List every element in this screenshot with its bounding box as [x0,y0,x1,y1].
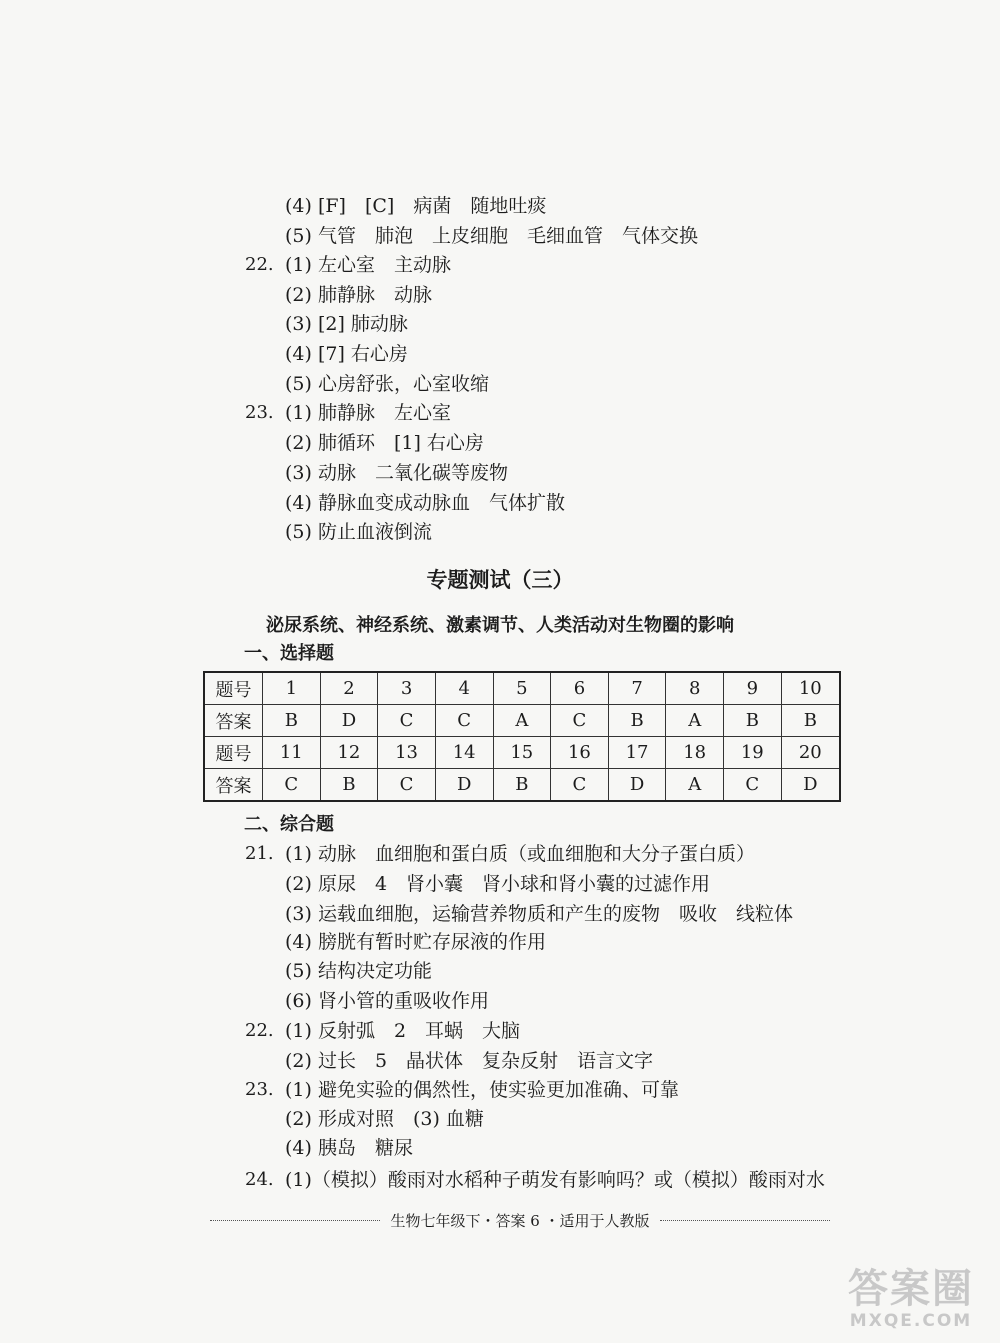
table-cell: B [781,705,840,737]
table-cell: 17 [608,737,666,769]
table-header-cell: 答案 [204,769,263,802]
table-cell: 14 [435,737,493,769]
question-number: 23. [245,402,274,423]
answer-line: (3) 动脉 二氧化碳等废物 [285,462,508,484]
answer-line: (1) 肺静脉 左心室 [285,402,451,424]
table-cell: C [551,769,609,802]
table-cell: B [320,769,378,802]
table-header-cell: 答案 [204,705,263,737]
table-cell: 6 [551,672,609,705]
section-label: 一、选择题 [244,643,334,664]
table-cell: B [724,705,782,737]
answer-line: (2) 肺循环 [1] 右心房 [285,432,484,454]
table-cell: 20 [781,737,840,769]
answer-line: (4) 胰岛 糖尿 [285,1137,413,1159]
question-number: 21. [245,843,274,864]
answer-line: (5) 防止血液倒流 [285,521,432,543]
table-cell: A [666,705,724,737]
table-cell: 12 [320,737,378,769]
footer-text: 生物七年级下・答案 6 ・适用于人教版 [390,1211,650,1230]
table-header-cell: 题号 [204,737,263,769]
answer-line: (5) 结构决定功能 [285,960,432,982]
table-cell: D [320,705,378,737]
answer-line: (5) 心房舒张，心室收缩 [285,373,489,395]
page-footer [200,1208,840,1232]
table-cell: 18 [666,737,724,769]
question-number: 22. [245,254,274,275]
table-cell: D [608,769,666,802]
table-cell: B [608,705,666,737]
table-cell: 16 [551,737,609,769]
section-subtitle: 泌尿系统、神经系统、激素调节、人类活动对生物圈的影响 [266,615,734,636]
table-cell: 4 [435,672,493,705]
question-number: 22. [245,1020,274,1041]
table-cell: C [378,705,436,737]
watermark-logo-text: 答案圈 [848,1266,974,1312]
table-cell: B [493,769,551,802]
table-cell: 5 [493,672,551,705]
table-cell: C [435,705,493,737]
table-cell: C [263,769,321,802]
answer-line: (3) [2] 肺动脉 [285,313,408,335]
answer-line: (2) 原尿 4 肾小囊 肾小球和肾小囊的过滤作用 [285,873,711,895]
table-cell: C [724,769,782,802]
answer-line: (2) 过长 5 晶状体 复杂反射 语言文字 [285,1050,654,1072]
watermark-logo [836,1267,986,1337]
table-cell: C [378,769,436,802]
table-row [204,705,840,737]
table-row [204,672,840,705]
footer-dots-right [660,1220,830,1221]
table-cell: A [493,705,551,737]
table-cell: D [781,769,840,802]
table-cell: 15 [493,737,551,769]
question-number: 23. [245,1079,274,1100]
table-cell: 9 [724,672,782,705]
section-title: 专题测试（三） [426,567,574,592]
table-cell: 3 [378,672,436,705]
answer-line: (1) 动脉 血细胞和蛋白质（或血细胞和大分子蛋白质） [285,843,755,865]
table-cell: B [263,705,321,737]
answer-line: (3) 运载血细胞，运输营养物质和产生的废物 吸收 线粒体 [285,903,793,925]
answer-line: (6) 肾小管的重吸收作用 [285,990,489,1012]
table-cell: 2 [320,672,378,705]
table-header-cell: 题号 [204,672,263,705]
table-cell: 19 [724,737,782,769]
answer-line: (1)（模拟）酸雨对水稻种子萌发有影响吗？或（模拟）酸雨对水 [285,1169,825,1191]
answer-line: (4) 静脉血变成动脉血 气体扩散 [285,492,565,514]
table-cell: 8 [666,672,724,705]
section-label: 二、综合题 [244,814,334,835]
answer-line: (5) 气管 肺泡 上皮细胞 毛细血管 气体交换 [285,225,698,247]
table-cell: 10 [781,672,840,705]
question-number: 24. [245,1169,274,1190]
answer-line: (4) [F] [C] 病菌 随地吐痰 [285,195,547,217]
answer-line: (1) 避免实验的偶然性，使实验更加准确、可靠 [285,1079,679,1101]
table-cell: 7 [608,672,666,705]
answer-line: (4) [7] 右心房 [285,343,408,365]
answer-line: (1) 反射弧 2 耳蜗 大脑 [285,1020,521,1042]
answer-line: (2) 形成对照 (3) 血糖 [285,1108,484,1130]
table-cell: C [551,705,609,737]
table-row [204,769,840,802]
table-cell: A [666,769,724,802]
table-cell: 1 [263,672,321,705]
table-cell: 13 [378,737,436,769]
watermark-site: MXQE.COM [849,1311,973,1331]
answer-table [203,671,841,802]
answer-line: (2) 肺静脉 动脉 [285,284,432,306]
answer-line: (4) 膀胱有暂时贮存尿液的作用 [285,931,546,953]
table-cell: D [435,769,493,802]
table-row [204,737,840,769]
answer-line: (1) 左心室 主动脉 [285,254,451,276]
table-cell: 11 [263,737,321,769]
footer-dots-left [210,1220,380,1221]
